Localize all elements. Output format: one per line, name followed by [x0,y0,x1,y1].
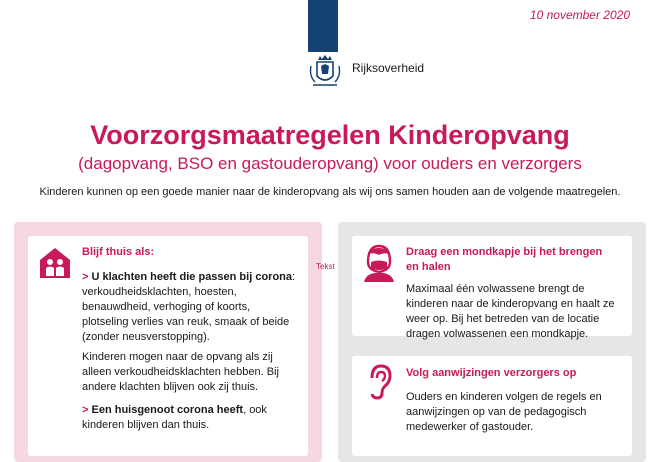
bullet-marker: > [82,271,89,283]
mask-heading [406,245,606,275]
instructions-text: Ouders en kinderen volgen de regels en aanwijzingen op van de pedagogisch medewerker of gastouder. [406,391,602,433]
housemate-item [82,403,298,433]
page-subtitle: (dagopvang, BSO en gastouderopvang) voor ouders en verzorgers [78,154,582,173]
instructions-heading: Volg aanwijzingen verzorgers op [406,367,577,379]
home-family-icon [38,246,72,280]
brand-name: Rijksoverheid [352,61,425,75]
complaints-bold: U klachten heeft die passen bij corona [91,271,292,283]
housemate-detail: , ook kinderen blijven dan thuis. [82,404,267,431]
face-mask-icon [362,244,396,282]
housemate-bold: Een huisgenoot corona heeft [91,404,244,416]
complaints-item [82,270,298,345]
children-paragraph: Kinderen mogen naar de opvang als zij alleen verkoudheidsklachten hebben. Bij andere klachten blijven ook zij thuis. [82,351,279,393]
bullet-marker: > [82,404,89,416]
stray-text-label: Tekst [316,262,335,271]
document-date: 10 november 2020 [529,8,630,22]
page-title: Voorzorgsmaatregelen Kinderopvang [90,120,570,150]
ear-icon [364,364,394,400]
crest-icon [308,54,342,90]
mask-heading-line1: Draag een mondkapje bij het brengen [406,246,603,258]
mask-heading-line2: en halen [406,261,451,273]
complaints-detail: : verkoudheidsklachten, hoesten, benauwdheid, verhoging of koorts, plotseling verlies van reuk, smaak of beide (zonder neusverstopping). [82,271,296,343]
intro-text: Kinderen kunnen op een goede manier naar de kinderopvang als wij ons samen houden aan de volgende maatregelen. [39,186,621,198]
stay-home-heading: Blijf thuis als: [82,246,155,258]
mask-text: Maximaal één volwassene brengt de kinderen naar de kinderopvang en haalt ze weer op. Bij het betreden van de locatie dragen volwassenen een mondkapje. [406,283,615,340]
logo-bar [308,0,338,52]
